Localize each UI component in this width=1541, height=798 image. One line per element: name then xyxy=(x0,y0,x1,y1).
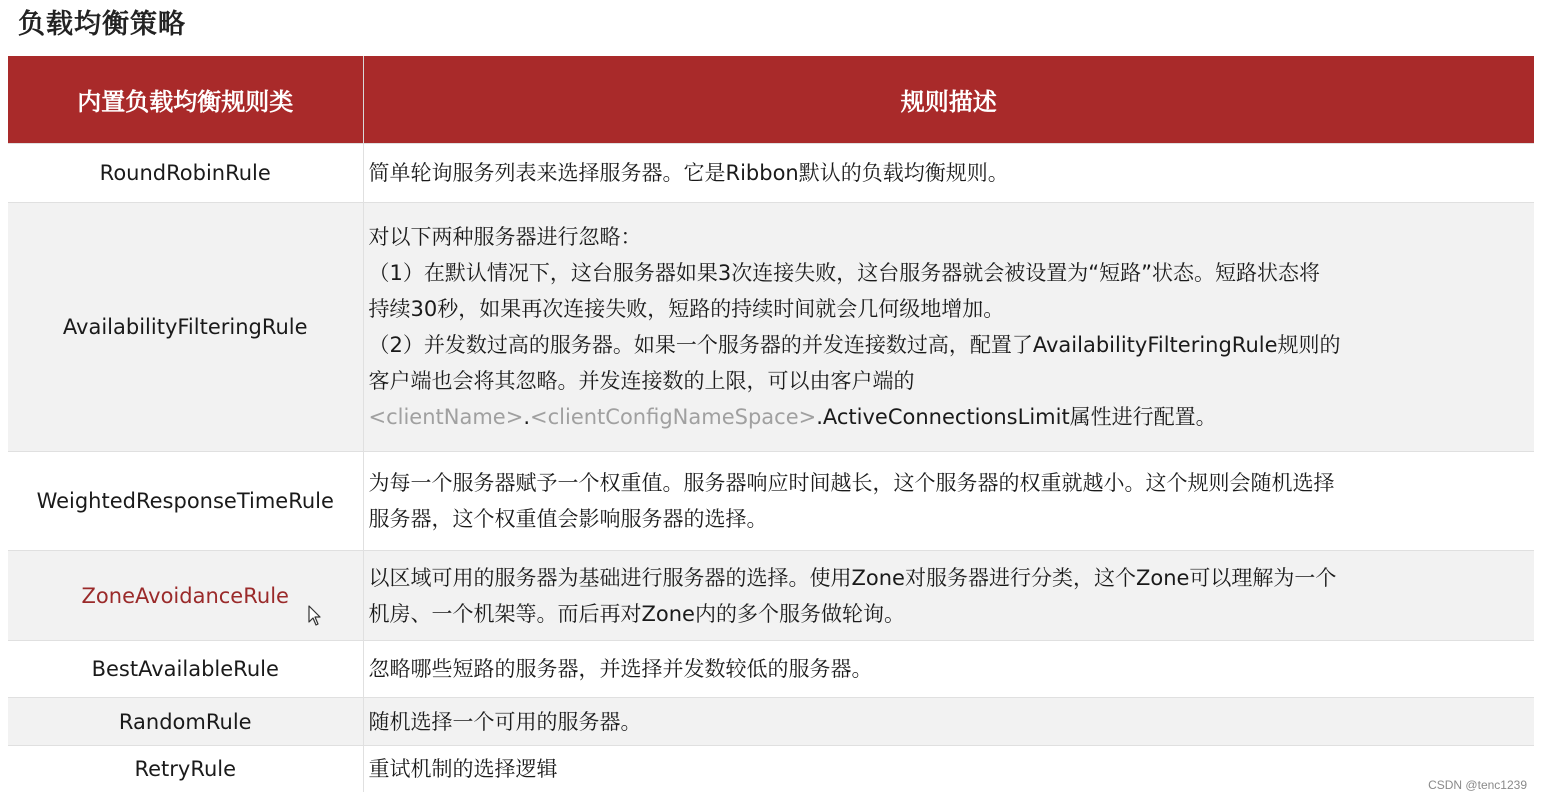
column-header-rule-description: 规则描述 xyxy=(363,56,1534,144)
table-row xyxy=(8,203,1534,452)
description-line: （2）并发数过高的服务器。如果一个服务器的并发连接数过高，配置了AvailabilityFilteringRule规则的 xyxy=(368,333,1341,357)
rules-table xyxy=(8,56,1534,792)
rule-name: RetryRule xyxy=(8,746,363,792)
rule-description xyxy=(363,452,1534,551)
description-line: 持续30秒，如果再次连接失败，短路的持续时间就会几何级地增加。 xyxy=(368,297,1005,321)
dot-separator: . xyxy=(523,405,531,429)
rule-name: AvailabilityFilteringRule xyxy=(8,203,363,452)
rule-name[interactable]: ZoneAvoidanceRule xyxy=(81,583,289,608)
description-line: 忽略哪些短路的服务器，并选择并发数较低的服务器。 xyxy=(368,657,873,681)
table-row xyxy=(8,746,1534,792)
rule-description xyxy=(363,144,1534,203)
property-suffix: .ActiveConnectionsLimit属性进行配置。 xyxy=(816,405,1217,429)
table-row xyxy=(8,452,1534,551)
table-row xyxy=(8,551,1534,641)
rule-name: RandomRule xyxy=(8,698,363,746)
description-line: 简单轮询服务列表来选择服务器。它是Ribbon默认的负载均衡规则。 xyxy=(368,161,1009,185)
page-title: 负载均衡策略 xyxy=(18,9,186,40)
rule-name: WeightedResponseTimeRule xyxy=(8,452,363,551)
description-line: 重试机制的选择逻辑 xyxy=(368,756,558,781)
rule-name-link[interactable] xyxy=(8,551,363,641)
description-line: 服务器，这个权重值会影响服务器的选择。 xyxy=(368,507,768,531)
rule-description xyxy=(363,698,1534,746)
column-header-rule-class: 内置负载均衡规则类 xyxy=(8,56,363,144)
description-line: 机房、一个机架等。而后再对Zone内的多个服务做轮询。 xyxy=(368,601,905,626)
description-line: 以区域可用的服务器为基础进行服务器的选择。使用Zone对服务器进行分类，这个Zone可以理解为一个 xyxy=(368,565,1337,590)
description-line xyxy=(369,399,1525,435)
table-row xyxy=(8,641,1534,698)
description-line: 随机选择一个可用的服务器。 xyxy=(368,709,642,734)
watermark: CSDN @tenc1239 xyxy=(1428,778,1527,792)
mouse-pointer-icon xyxy=(308,605,322,627)
description-line: （1）在默认情况下，这台服务器如果3次连接失败，这台服务器就会被设置为“短路”状态。短路状态将 xyxy=(368,261,1320,285)
rule-description xyxy=(363,203,1534,452)
client-config-namespace-placeholder: <clientConfigNameSpace> xyxy=(530,405,817,429)
table-row xyxy=(8,698,1534,746)
rule-name: BestAvailableRule xyxy=(8,641,363,698)
description-line: 对以下两种服务器进行忽略： xyxy=(368,225,642,249)
description-line: 客户端也会将其忽略。并发连接数的上限，可以由客户端的 xyxy=(368,369,915,393)
rule-description xyxy=(363,641,1534,698)
description-line: 为每一个服务器赋予一个权重值。服务器响应时间越长，这个服务器的权重就越小。这个规则会随机选择 xyxy=(368,471,1335,495)
rule-description xyxy=(363,746,1534,792)
table-header-row xyxy=(8,56,1534,144)
rule-description xyxy=(363,551,1534,641)
client-name-placeholder: <clientName> xyxy=(368,405,524,429)
rule-name: RoundRobinRule xyxy=(8,144,363,203)
table-row xyxy=(8,144,1534,203)
